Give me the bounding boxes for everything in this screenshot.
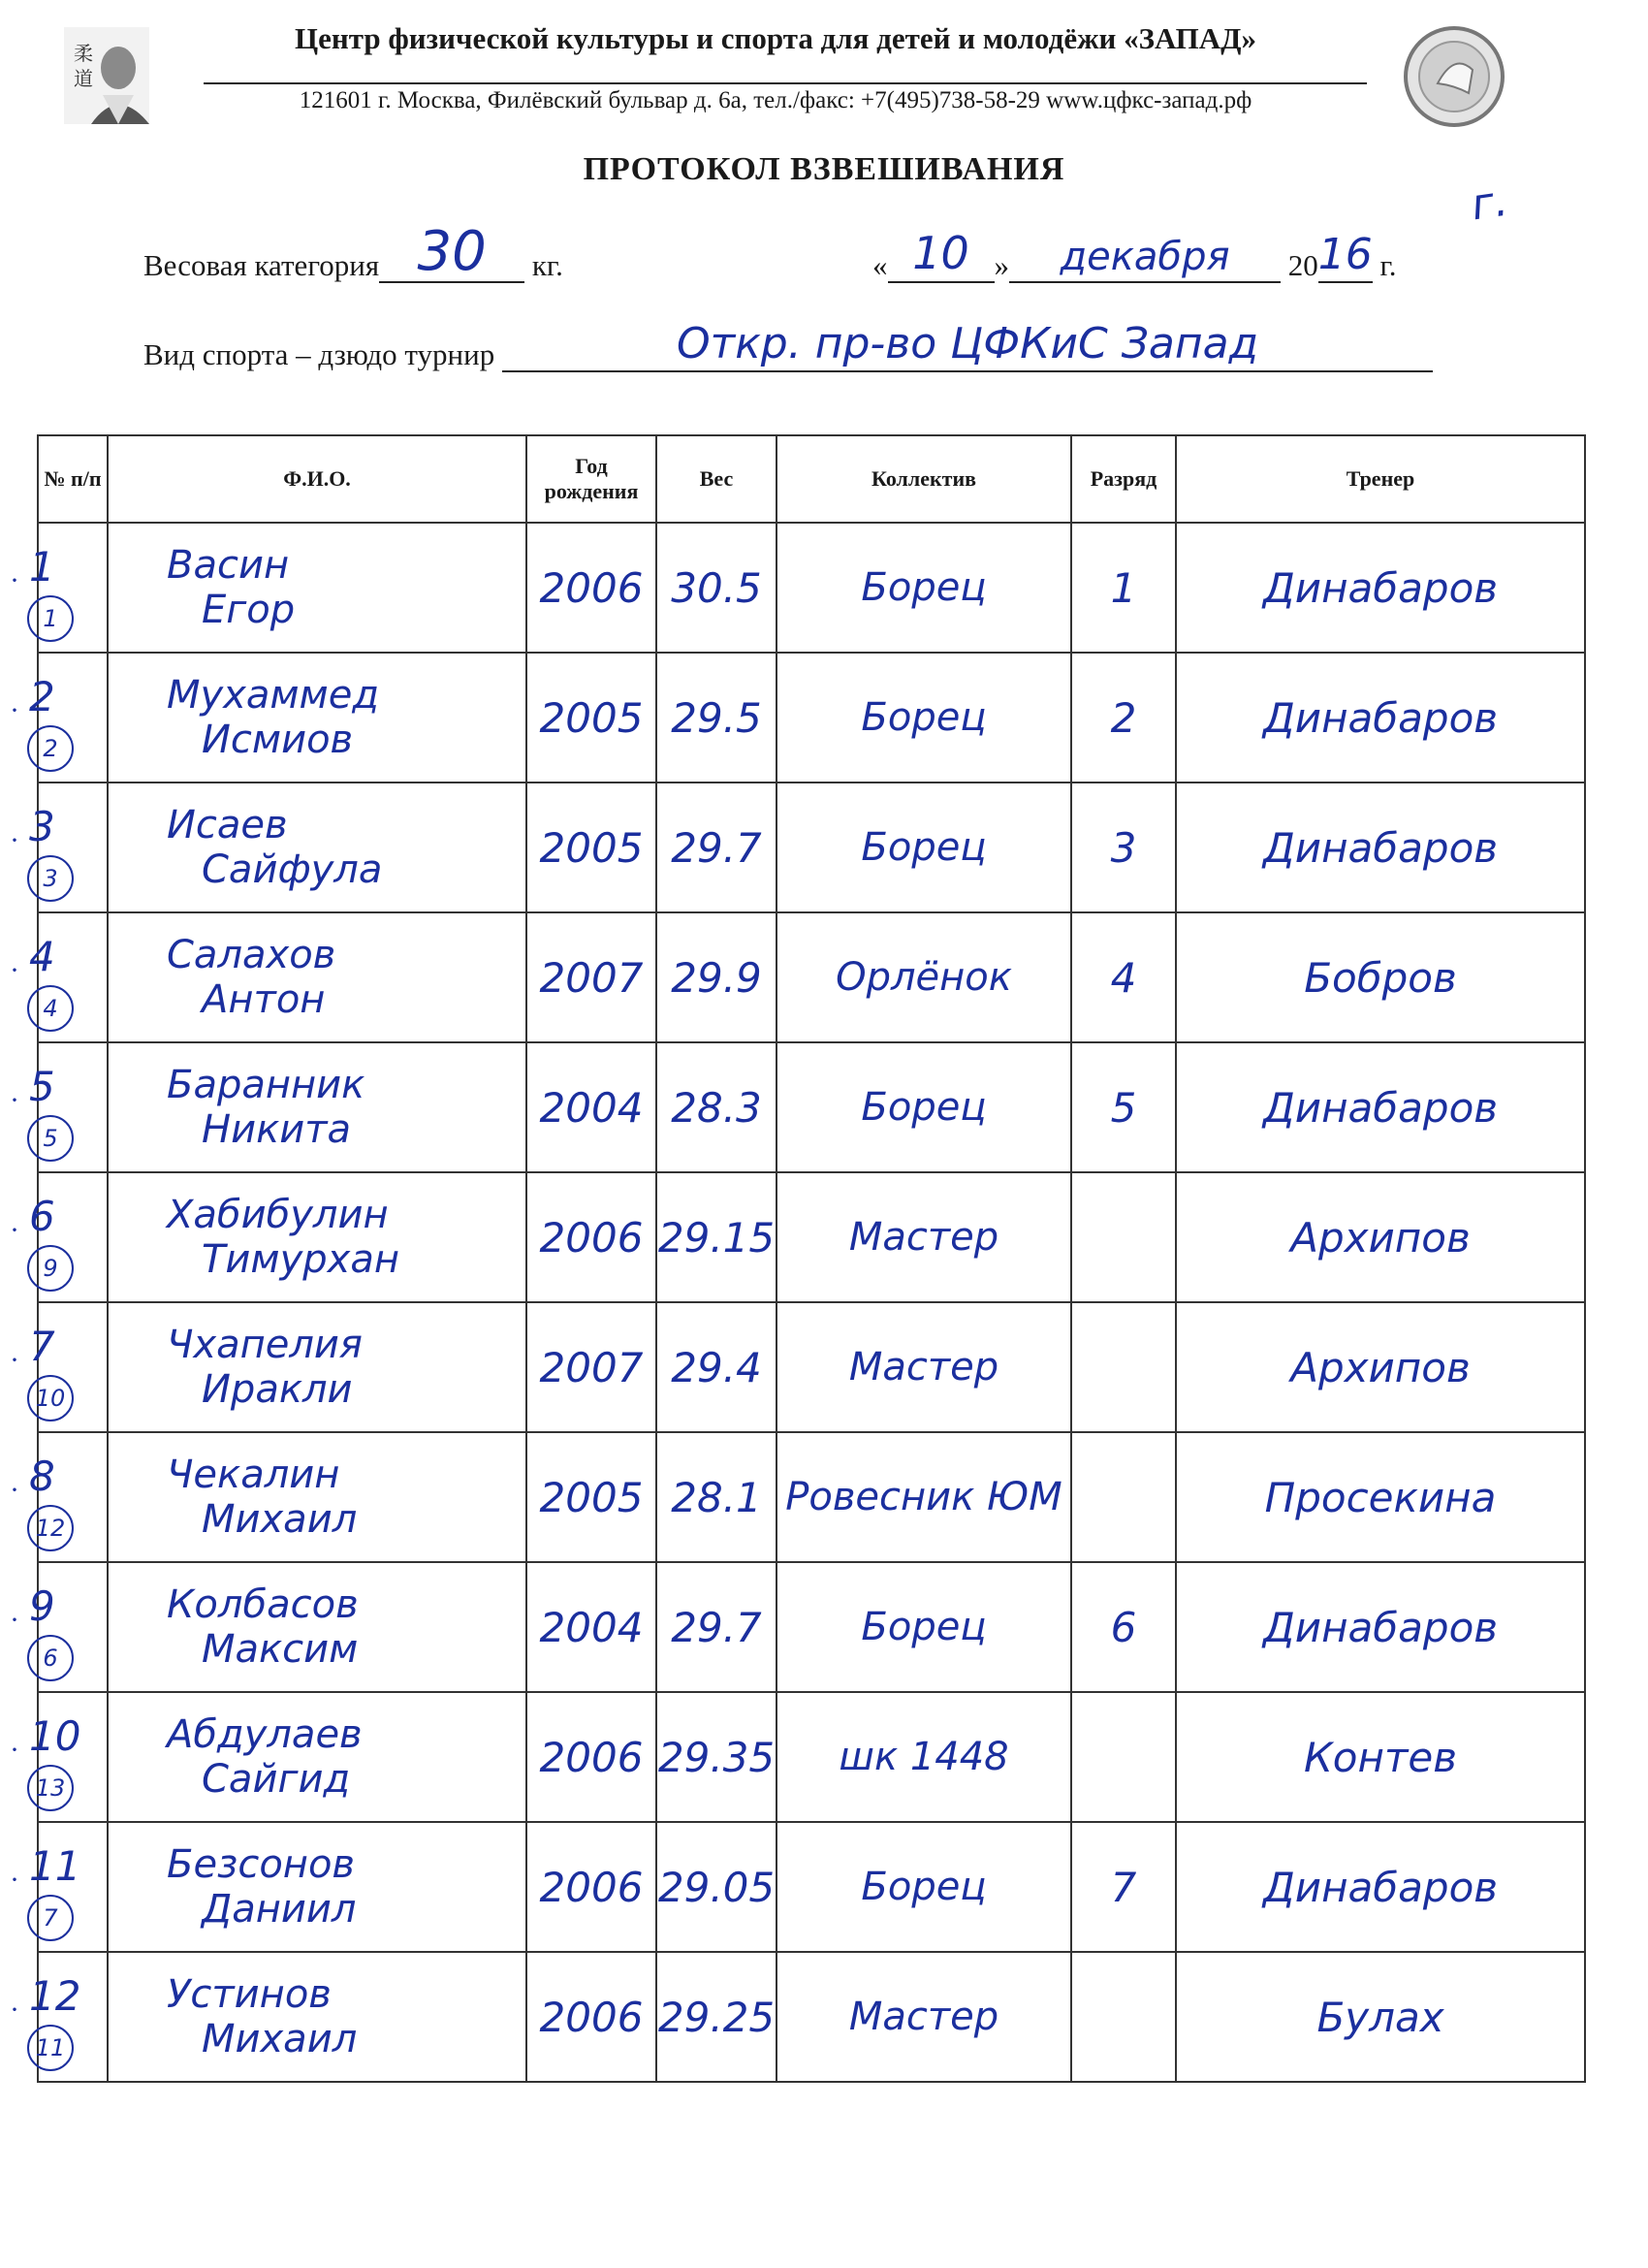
team-cell: Борец — [776, 783, 1071, 912]
athlete-given-name: Даниил — [202, 1887, 357, 1932]
coach-cell: Архипов — [1176, 1172, 1585, 1302]
athlete-surname: Хабибулин — [167, 1193, 389, 1237]
header-divider — [204, 82, 1367, 84]
draw-marker — [4, 1565, 101, 1693]
athlete-given-name: Михаил — [202, 1497, 358, 1542]
year-unit: г. — [1379, 248, 1397, 282]
draw-marker — [4, 1045, 101, 1173]
athlete-surname: Салахов — [167, 933, 336, 977]
header-rank: Разряд — [1071, 435, 1176, 523]
sequence-number: 1 — [29, 543, 55, 591]
draw-marker — [4, 785, 101, 913]
coach-cell: Контев — [1176, 1692, 1585, 1822]
birth-year-cell: 2007 — [526, 912, 656, 1042]
team-cell: Орлёнок — [776, 912, 1071, 1042]
month-field — [1009, 235, 1281, 283]
athlete-surname: Устинов — [167, 1972, 332, 2017]
draw-marker — [4, 655, 101, 783]
table-row — [38, 1952, 1585, 2082]
sequence-number: 7 — [29, 1323, 55, 1370]
header-weight: Вес — [656, 435, 776, 523]
table-row — [38, 783, 1585, 912]
draw-number-circle: 4 — [27, 985, 74, 1032]
weight-cell: 29.4 — [656, 1302, 776, 1432]
sequence-number: 2 — [29, 673, 55, 720]
judo-founder-portrait-logo — [64, 27, 149, 124]
athlete-name-cell — [108, 783, 526, 912]
draw-number-circle: 3 — [27, 855, 74, 902]
birth-year-cell: 2004 — [526, 1042, 656, 1172]
sequence-number: 5 — [29, 1063, 55, 1110]
birth-year-cell: 2005 — [526, 1432, 656, 1562]
athlete-name-cell — [108, 1562, 526, 1692]
team-cell: шк 1448 — [776, 1692, 1071, 1822]
coach-cell: Архипов — [1176, 1302, 1585, 1432]
birth-year-cell: 2006 — [526, 523, 656, 653]
draw-marker — [4, 1305, 101, 1433]
birth-year-cell: 2006 — [526, 1692, 656, 1822]
athlete-surname: Васин — [167, 543, 290, 588]
tick-mark: · — [10, 1994, 19, 2026]
athlete-name-cell — [108, 653, 526, 783]
rank-cell: 1 — [1071, 523, 1176, 653]
athlete-given-name: Антон — [202, 977, 326, 1022]
month-value: декабря — [1060, 235, 1230, 279]
team-cell: Борец — [776, 523, 1071, 653]
team-cell: Мастер — [776, 1952, 1071, 2082]
draw-marker — [4, 1695, 101, 1823]
team-cell: Борец — [776, 1822, 1071, 1952]
birth-year-cell: 2007 — [526, 1302, 656, 1432]
athlete-surname: Чекалин — [167, 1453, 340, 1497]
draw-number-circle: 7 — [27, 1895, 74, 1941]
tick-mark: · — [10, 1344, 19, 1376]
rank-cell: 4 — [1071, 912, 1176, 1042]
athlete-name-cell — [108, 1952, 526, 2082]
weight-cell: 29.7 — [656, 1562, 776, 1692]
coach-cell: Динабаров — [1176, 653, 1585, 783]
draw-marker — [4, 1825, 101, 1953]
organization-address: 121601 г. Москва, Филёвский бульвар д. 6а, тел./факс: +7(495)738-58-29 www.цфкс-запад.рф — [299, 87, 1252, 113]
weight-cell: 29.5 — [656, 653, 776, 783]
team-cell: Борец — [776, 1562, 1071, 1692]
table-row — [38, 1172, 1585, 1302]
rank-cell: 5 — [1071, 1042, 1176, 1172]
birth-year-cell: 2004 — [526, 1562, 656, 1692]
athlete-name-cell — [108, 1302, 526, 1432]
draw-number-circle: 12 — [27, 1505, 74, 1551]
draw-number-circle: 1 — [27, 595, 74, 642]
table-row — [38, 1042, 1585, 1172]
organization-seal-logo — [1401, 23, 1507, 130]
rank-cell: 7 — [1071, 1822, 1176, 1952]
header-num: № п/п — [38, 435, 108, 523]
draw-number-circle: 10 — [27, 1375, 74, 1421]
draw-number-circle: 2 — [27, 725, 74, 772]
sport-label: Вид спорта – дзюдо турнир — [143, 337, 495, 371]
header-coach: Тренер — [1176, 435, 1585, 523]
tick-mark: · — [10, 1734, 19, 1766]
tick-mark: · — [10, 954, 19, 986]
sequence-number: 8 — [29, 1453, 55, 1500]
team-cell: Борец — [776, 653, 1071, 783]
rank-cell — [1071, 1302, 1176, 1432]
draw-marker — [4, 915, 101, 1043]
sequence-number: 3 — [29, 803, 55, 850]
coach-cell: Просекина — [1176, 1432, 1585, 1562]
weight-cell: 29.35 — [656, 1692, 776, 1822]
rank-cell: 3 — [1071, 783, 1176, 912]
weight-cell: 28.1 — [656, 1432, 776, 1562]
table-row — [38, 1692, 1585, 1822]
athlete-given-name: Михаил — [202, 2017, 358, 2061]
athlete-name-cell — [108, 1042, 526, 1172]
coach-cell: Динабаров — [1176, 523, 1585, 653]
svg-text:柔: 柔 — [74, 42, 93, 65]
coach-cell: Динабаров — [1176, 783, 1585, 912]
athlete-surname: Чхапелия — [167, 1323, 363, 1367]
table-row — [38, 653, 1585, 783]
sequence-number: 4 — [29, 933, 55, 980]
rank-cell — [1071, 1952, 1176, 2082]
team-cell: Мастер — [776, 1172, 1071, 1302]
athlete-name-cell — [108, 912, 526, 1042]
year-field — [1317, 230, 1373, 283]
header-year: Год рождения — [526, 435, 656, 523]
weight-cell: 29.25 — [656, 1952, 776, 2082]
draw-number-circle: 6 — [27, 1635, 74, 1681]
tournament-value: Откр. пр-во ЦФКиС Запад — [676, 319, 1259, 368]
athlete-name-cell — [108, 523, 526, 653]
date-line — [872, 227, 1397, 283]
athlete-name-cell — [108, 1822, 526, 1952]
day-value: 10 — [912, 227, 969, 279]
athlete-surname: Колбасов — [167, 1582, 359, 1627]
birth-year-cell: 2005 — [526, 653, 656, 783]
weigh-in-table — [37, 434, 1586, 2083]
athlete-surname: Исаев — [167, 803, 288, 847]
athlete-given-name: Сайгид — [202, 1757, 351, 1802]
table-row — [38, 912, 1585, 1042]
tick-mark: · — [10, 694, 19, 726]
date-close-quote: » — [994, 248, 1009, 282]
draw-number-circle: 13 — [27, 1765, 74, 1811]
table-row — [38, 1822, 1585, 1952]
rank-cell — [1071, 1172, 1176, 1302]
tick-mark: · — [10, 824, 19, 856]
coach-cell: Динабаров — [1176, 1042, 1585, 1172]
coach-cell: Булах — [1176, 1952, 1585, 2082]
team-cell: Мастер — [776, 1302, 1071, 1432]
coach-cell: Динабаров — [1176, 1562, 1585, 1692]
draw-number-circle: 9 — [27, 1245, 74, 1292]
table-row — [38, 523, 1585, 653]
table-row — [38, 1302, 1585, 1432]
header-team: Коллектив — [776, 435, 1071, 523]
rank-cell — [1071, 1692, 1176, 1822]
team-cell: Ровесник ЮМ — [776, 1432, 1071, 1562]
tick-mark: · — [10, 1474, 19, 1506]
coach-cell: Бобров — [1176, 912, 1585, 1042]
birth-year-cell: 2005 — [526, 783, 656, 912]
date-open-quote: « — [872, 248, 888, 282]
weight-category-field — [379, 220, 524, 283]
weight-cell: 29.15 — [656, 1172, 776, 1302]
sequence-number: 9 — [29, 1582, 55, 1630]
tick-mark: · — [10, 1214, 19, 1246]
weight-cell: 28.3 — [656, 1042, 776, 1172]
athlete-given-name: Исмиов — [202, 718, 354, 762]
draw-number-circle: 5 — [27, 1115, 74, 1162]
weight-cell: 29.9 — [656, 912, 776, 1042]
rank-cell: 6 — [1071, 1562, 1176, 1692]
weight-category-value: 30 — [417, 220, 487, 283]
tick-mark: · — [10, 564, 19, 596]
table-row — [38, 1432, 1585, 1562]
athlete-name-cell — [108, 1172, 526, 1302]
athlete-surname: Абдулаев — [167, 1712, 363, 1757]
sequence-number: 12 — [29, 1972, 81, 2020]
tick-mark: · — [10, 1604, 19, 1636]
table-row — [38, 1562, 1585, 1692]
sport-line — [143, 319, 1433, 372]
year-value: 16 — [1317, 230, 1373, 279]
sequence-number: 10 — [29, 1712, 81, 1760]
sequence-number: 6 — [29, 1193, 55, 1240]
team-cell: Борец — [776, 1042, 1071, 1172]
weight-cell: 29.05 — [656, 1822, 776, 1952]
athlete-given-name: Тимурхан — [202, 1237, 400, 1282]
weight-unit: кг. — [531, 248, 563, 282]
athlete-given-name: Иракли — [202, 1367, 353, 1412]
draw-marker — [4, 1435, 101, 1563]
coach-cell: Динабаров — [1176, 1822, 1585, 1952]
tick-mark: · — [10, 1864, 19, 1896]
athlete-surname: Безсонов — [167, 1842, 355, 1887]
handwritten-year-mark: г. — [1468, 176, 1511, 231]
draw-marker — [4, 526, 101, 654]
tournament-field — [502, 319, 1433, 372]
table-header-row — [38, 435, 1585, 523]
rank-cell — [1071, 1432, 1176, 1562]
draw-marker — [4, 1175, 101, 1303]
athlete-given-name: Никита — [202, 1107, 352, 1152]
organization-name: Центр физической культуры и спорта для детей и молодёжи «ЗАПАД» — [295, 21, 1256, 55]
rank-cell: 2 — [1071, 653, 1176, 783]
sequence-number: 11 — [29, 1842, 81, 1890]
birth-year-cell: 2006 — [526, 1952, 656, 2082]
tick-mark: · — [10, 1084, 19, 1116]
athlete-name-cell — [108, 1692, 526, 1822]
athlete-name-cell — [108, 1432, 526, 1562]
birth-year-cell: 2006 — [526, 1172, 656, 1302]
athlete-surname: Баранник — [167, 1063, 365, 1107]
year-prefix: 20 — [1287, 248, 1318, 282]
document-title: ПРОТОКОЛ ВЗВЕШИВАНИЯ — [583, 151, 1065, 187]
athlete-given-name: Максим — [202, 1627, 359, 1672]
draw-marker — [4, 1955, 101, 2083]
weight-category-line — [143, 220, 563, 283]
athlete-given-name: Сайфула — [202, 847, 383, 892]
draw-number-circle: 11 — [27, 2025, 74, 2071]
svg-text:道: 道 — [74, 67, 93, 90]
weight-category-label: Весовая категория — [143, 248, 380, 282]
header-name: Ф.И.О. — [108, 435, 526, 523]
weight-cell: 30.5 — [656, 523, 776, 653]
athlete-surname: Мухаммед — [167, 673, 379, 718]
athlete-given-name: Егор — [202, 588, 296, 632]
birth-year-cell: 2006 — [526, 1822, 656, 1952]
weight-cell: 29.7 — [656, 783, 776, 912]
day-field — [888, 227, 995, 283]
